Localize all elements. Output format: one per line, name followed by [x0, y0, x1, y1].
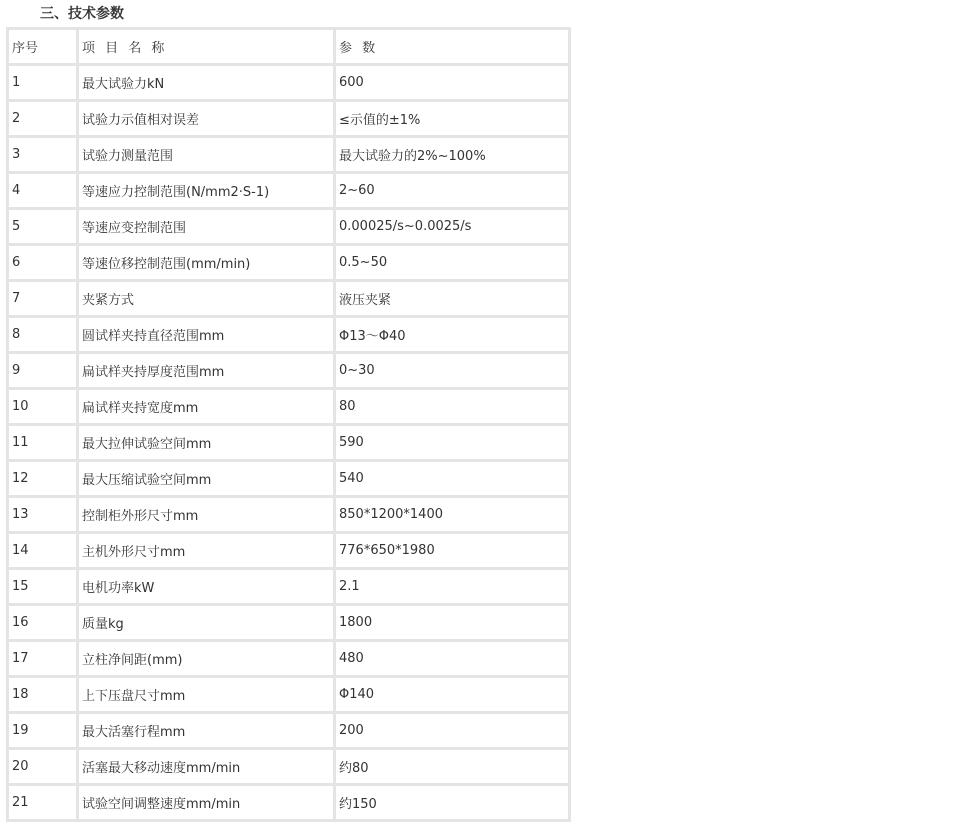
row-index: 1	[9, 66, 76, 99]
row-index: 8	[9, 318, 76, 351]
header-parameter: 参 数	[336, 30, 568, 63]
row-item-name: 质量kg	[79, 606, 333, 639]
row-index: 11	[9, 426, 76, 459]
row-item-name: 等速位移控制范围(mm/min)	[79, 246, 333, 279]
row-index: 20	[9, 750, 76, 783]
row-parameter: 0.5~50	[336, 246, 568, 279]
row-index: 6	[9, 246, 76, 279]
row-parameter: 2.1	[336, 570, 568, 603]
row-parameter: 2~60	[336, 174, 568, 207]
table-row	[9, 606, 568, 639]
row-parameter: 590	[336, 426, 568, 459]
table-row	[9, 750, 568, 783]
table-row	[9, 678, 568, 711]
row-index: 5	[9, 210, 76, 243]
row-item-name: 主机外形尺寸mm	[79, 534, 333, 567]
table-row	[9, 786, 568, 819]
table-row	[9, 210, 568, 243]
table-row	[9, 354, 568, 387]
table-row	[9, 714, 568, 747]
row-parameter: 600	[336, 66, 568, 99]
row-item-name: 最大试验力kN	[79, 66, 333, 99]
row-parameter: 80	[336, 390, 568, 423]
row-item-name: 试验力测量范围	[79, 138, 333, 171]
table-row	[9, 282, 568, 315]
row-index: 18	[9, 678, 76, 711]
row-item-name: 扁试样夹持厚度范围mm	[79, 354, 333, 387]
row-index: 16	[9, 606, 76, 639]
row-parameter: Φ140	[336, 678, 568, 711]
table-row	[9, 102, 568, 135]
table-row	[9, 462, 568, 495]
row-item-name: 最大活塞行程mm	[79, 714, 333, 747]
row-index: 9	[9, 354, 76, 387]
row-item-name: 活塞最大移动速度mm/min	[79, 750, 333, 783]
row-item-name: 圆试样夹持直径范围mm	[79, 318, 333, 351]
row-parameter: ≤示值的±1%	[336, 102, 568, 135]
row-item-name: 上下压盘尺寸mm	[79, 678, 333, 711]
table-row	[9, 498, 568, 531]
table-row	[9, 66, 568, 99]
row-parameter: 约80	[336, 750, 568, 783]
table-row	[9, 570, 568, 603]
row-index: 15	[9, 570, 76, 603]
row-index: 2	[9, 102, 76, 135]
row-parameter: 776*650*1980	[336, 534, 568, 567]
section-title: 三、技术参数	[40, 6, 124, 22]
row-parameter: 200	[336, 714, 568, 747]
row-item-name: 扁试样夹持宽度mm	[79, 390, 333, 423]
row-item-name: 夹紧方式	[79, 282, 333, 315]
row-item-name: 电机功率kW	[79, 570, 333, 603]
row-index: 7	[9, 282, 76, 315]
row-item-name: 等速应力控制范围(N/mm2·S-1)	[79, 174, 333, 207]
table-row	[9, 174, 568, 207]
row-parameter: 约150	[336, 786, 568, 819]
row-parameter: 850*1200*1400	[336, 498, 568, 531]
header-item-name: 项 目 名 称	[79, 30, 333, 63]
row-item-name: 试验空间调整速度mm/min	[79, 786, 333, 819]
row-parameter: 0~30	[336, 354, 568, 387]
row-index: 19	[9, 714, 76, 747]
table-row	[9, 426, 568, 459]
row-item-name: 等速应变控制范围	[79, 210, 333, 243]
table-row	[9, 390, 568, 423]
row-parameter: 液压夹紧	[336, 282, 568, 315]
row-index: 14	[9, 534, 76, 567]
row-index: 12	[9, 462, 76, 495]
table-row	[9, 534, 568, 567]
row-index: 10	[9, 390, 76, 423]
row-parameter: 最大试验力的2%~100%	[336, 138, 568, 171]
row-item-name: 最大压缩试验空间mm	[79, 462, 333, 495]
row-item-name: 试验力示值相对误差	[79, 102, 333, 135]
row-index: 13	[9, 498, 76, 531]
row-index: 17	[9, 642, 76, 675]
table-row	[9, 642, 568, 675]
row-parameter: 540	[336, 462, 568, 495]
header-index: 序号	[9, 30, 76, 63]
row-index: 4	[9, 174, 76, 207]
table-row	[9, 318, 568, 351]
table-row	[9, 138, 568, 171]
row-item-name: 控制柜外形尺寸mm	[79, 498, 333, 531]
row-item-name: 立柱净间距(mm)	[79, 642, 333, 675]
table-header-row	[9, 30, 568, 63]
row-parameter: Φ13～Φ40	[336, 318, 568, 351]
row-index: 3	[9, 138, 76, 171]
row-index: 21	[9, 786, 76, 819]
row-parameter: 0.00025/s~0.0025/s	[336, 210, 568, 243]
table-row	[9, 246, 568, 279]
row-parameter: 1800	[336, 606, 568, 639]
row-parameter: 480	[336, 642, 568, 675]
spec-table	[6, 27, 571, 822]
row-item-name: 最大拉伸试验空间mm	[79, 426, 333, 459]
